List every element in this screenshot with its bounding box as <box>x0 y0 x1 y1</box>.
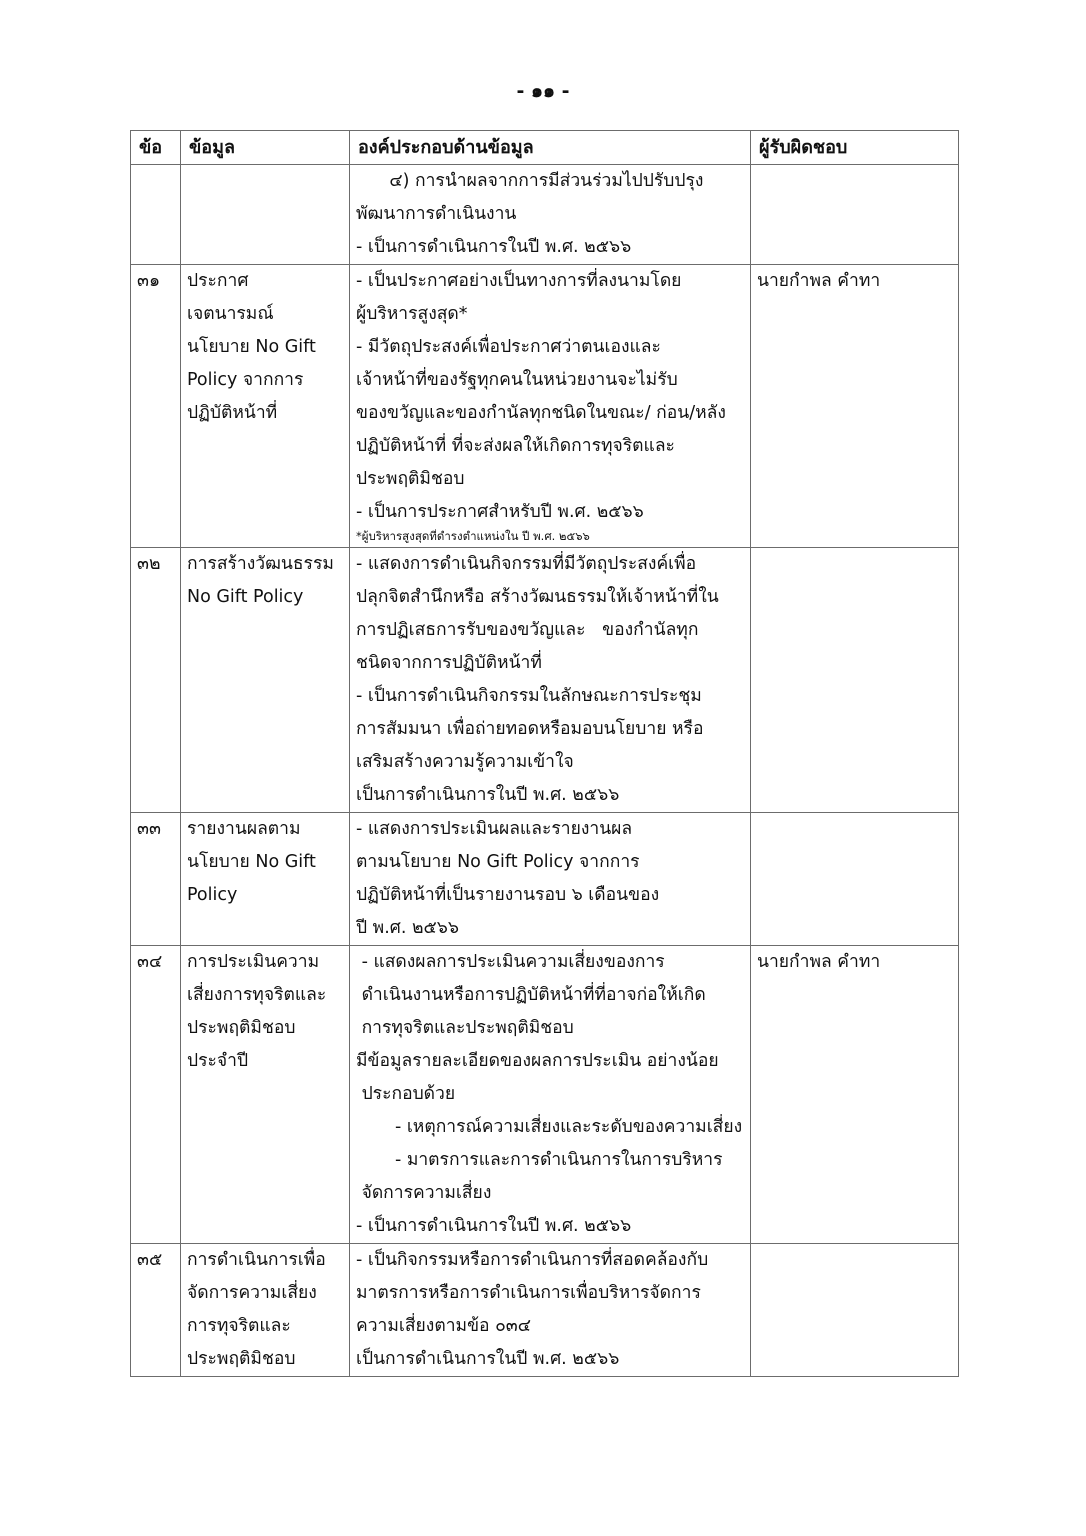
row-no-cell <box>131 265 181 548</box>
footnote: *ผู้บริหารสูงสุดที่ดำรงตำแหน่งใน ปี พ.ศ. ๒๕๖๖ <box>356 529 590 543</box>
responsible-name: นายกำพล คำทา <box>757 271 881 291</box>
item-line: Policy จากการ <box>187 370 304 390</box>
table-row <box>131 946 959 1244</box>
item-line: นโยบาย No Gift <box>187 337 316 357</box>
component-line: ดำเนินงานหรือการปฏิบัติหน้าที่ที่อาจก่อให้เกิด <box>356 985 706 1005</box>
responsible-name: นายกำพล คำทา <box>757 952 881 972</box>
header-component: องค์ประกอบด้านข้อมูล <box>350 131 751 165</box>
item-line: การประเมินความ <box>187 952 320 972</box>
row-item-cell <box>181 946 350 1244</box>
header-responsible: ผู้รับผิดชอบ <box>751 131 959 165</box>
item-line: การสร้างวัฒนธรรม <box>187 554 334 574</box>
component-line: ผู้บริหารสูงสุด* <box>356 304 468 324</box>
row-responsible-cell <box>751 1244 959 1377</box>
table-row <box>131 813 959 946</box>
component-line: - เป็นการดำเนินการในปี พ.ศ. ๒๕๖๖ <box>356 1216 632 1236</box>
item-line: การดำเนินการเพื่อ <box>187 1250 326 1270</box>
row-number: ๓๓ <box>137 819 161 839</box>
component-line: เป็นการดำเนินการในปี พ.ศ. ๒๕๖๖ <box>356 1349 620 1369</box>
row-number: ๓๑ <box>137 271 161 291</box>
component-line: ปฏิบัติหน้าที่เป็นรายงานรอบ ๖ เดือนของ <box>356 885 660 905</box>
table-row <box>131 548 959 813</box>
component-line: ปฏิบัติหน้าที่ ที่จะส่งผลให้เกิดการทุจริตและ <box>356 436 675 456</box>
row-component-cell <box>350 813 751 946</box>
component-line: การสัมมนา เพื่อถ่ายทอดหรือมอบนโยบาย หรือ <box>356 719 704 739</box>
component-line: - มีวัตถุประสงค์เพื่อประกาศว่าตนเองและ <box>356 337 661 357</box>
requirements-table <box>130 130 959 1377</box>
item-line: รายงานผลตาม <box>187 819 301 839</box>
component-line: การทุจริตและประพฤติมิชอบ <box>356 1018 574 1038</box>
row-responsible-cell <box>751 813 959 946</box>
component-line: ชนิดจากการปฏิบัติหน้าที่ <box>356 653 542 673</box>
row-number: ๓๕ <box>137 1250 163 1270</box>
component-line: พัฒนาการดำเนินงาน <box>356 204 517 224</box>
component-line: มาตรการหรือการดำเนินการเพื่อบริหารจัดการ <box>356 1283 701 1303</box>
component-line: ประพฤติมิชอบ <box>356 469 465 489</box>
row-no-cell <box>131 548 181 813</box>
row-no-cell <box>131 813 181 946</box>
row-item-cell <box>181 165 350 265</box>
row-component-cell <box>350 165 751 265</box>
component-line: ปลุกจิตสำนึกหรือ สร้างวัฒนธรรมให้เจ้าหน้าที่ใน <box>356 587 719 607</box>
item-line: No Gift Policy <box>187 587 304 607</box>
row-responsible-cell <box>751 165 959 265</box>
component-line: จัดการความเสี่ยง <box>356 1183 492 1203</box>
item-line: ประพฤติมิชอบ <box>187 1018 296 1038</box>
table-row <box>131 165 959 265</box>
row-responsible-cell <box>751 946 959 1244</box>
row-responsible-cell <box>751 265 959 548</box>
component-line: ตามนโยบาย No Gift Policy จากการ <box>356 852 640 872</box>
component-line: - เป็นการดำเนินการในปี พ.ศ. ๒๕๖๖ <box>356 237 632 257</box>
component-line: - เป็นประกาศอย่างเป็นทางการที่ลงนามโดย <box>356 271 682 291</box>
item-line: ปฏิบัติหน้าที่ <box>187 403 278 423</box>
table-row <box>131 265 959 548</box>
row-item-cell <box>181 813 350 946</box>
component-line: - เหตุการณ์ความเสี่ยงและระดับของความเสี่ยง <box>356 1117 743 1137</box>
component-line: - เป็นการดำเนินกิจกรรมในลักษณะการประชุม <box>356 686 702 706</box>
table-header-row <box>131 131 959 165</box>
component-line: - แสดงการประเมินผลและรายงานผล <box>356 819 633 839</box>
header-item: ข้อมูล <box>181 131 350 165</box>
component-line: ความเสี่ยงตามข้อ ๐๓๔ <box>356 1316 532 1336</box>
component-line: ๔) การนำผลจากการมีส่วนร่วมไปปรับปรุง <box>356 171 704 191</box>
item-line: ประกาศ <box>187 271 249 291</box>
component-line: - แสดงการดำเนินกิจกรรมที่มีวัตถุประสงค์เพื่อ <box>356 554 697 574</box>
row-item-cell <box>181 548 350 813</box>
item-line: ประพฤติมิชอบ <box>187 1349 296 1369</box>
row-component-cell <box>350 548 751 813</box>
item-line: จัดการความเสี่ยง <box>187 1283 317 1303</box>
row-number: ๓๔ <box>137 952 163 972</box>
item-line: เสี่ยงการทุจริตและ <box>187 985 327 1005</box>
row-item-cell <box>181 1244 350 1377</box>
item-line: การทุจริตและ <box>187 1316 291 1336</box>
component-line: เป็นการดำเนินการในปี พ.ศ. ๒๕๖๖ <box>356 785 620 805</box>
component-line: การปฏิเสธการรับของขวัญและ ของกำนัลทุก <box>356 620 699 640</box>
component-line: - มาตรการและการดำเนินการในการบริหาร <box>356 1150 723 1170</box>
row-component-cell <box>350 1244 751 1377</box>
row-no-cell <box>131 165 181 265</box>
item-line: นโยบาย No Gift <box>187 852 316 872</box>
header-no: ข้อ <box>131 131 181 165</box>
component-line: ของขวัญและของกำนัลทุกชนิดในขณะ/ ก่อน/หลัง <box>356 403 726 423</box>
component-line: ประกอบด้วย <box>356 1084 456 1104</box>
row-component-cell <box>350 946 751 1244</box>
component-line: ปี พ.ศ. ๒๕๖๖ <box>356 918 460 938</box>
row-item-cell <box>181 265 350 548</box>
component-line: มีข้อมูลรายละเอียดของผลการประเมิน อย่างน้อย <box>356 1051 719 1071</box>
component-line: - เป็นกิจกรรมหรือการดำเนินการที่สอดคล้องกับ <box>356 1250 709 1270</box>
row-component-cell <box>350 265 751 548</box>
row-no-cell <box>131 946 181 1244</box>
table-row <box>131 1244 959 1377</box>
item-line: ประจำปี <box>187 1051 249 1071</box>
component-line: เสริมสร้างความรู้ความเข้าใจ <box>356 752 574 772</box>
row-no-cell <box>131 1244 181 1377</box>
component-line: - แสดงผลการประเมินความเสี่ยงของการ <box>356 952 665 972</box>
item-line: Policy <box>187 885 238 905</box>
row-number: ๓๒ <box>137 554 161 574</box>
row-responsible-cell <box>751 548 959 813</box>
item-line: เจตนารมณ์ <box>187 304 274 324</box>
page-number: - ๑๑ - <box>516 80 570 102</box>
component-line: เจ้าหน้าที่ของรัฐทุกคนในหน่วยงานจะไม่รับ <box>356 370 678 390</box>
component-line: - เป็นการประกาศสำหรับปี พ.ศ. ๒๕๖๖ <box>356 502 644 522</box>
